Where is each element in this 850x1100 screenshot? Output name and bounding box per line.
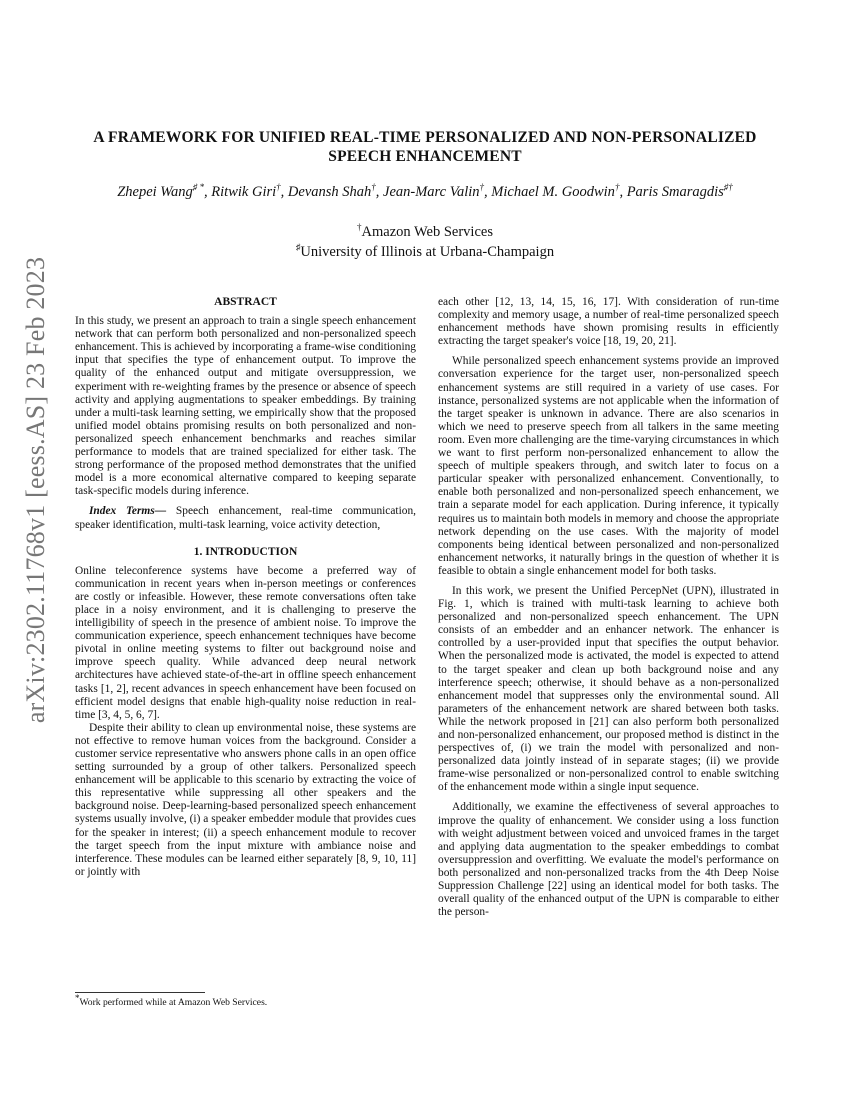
paragraph: In this work, we present the Unified PercepNet (UPN), illustrated in Fig. 1, which is trained with multi-task learning to achieve both personalized and non-personalized speech enhancement. The UPN consists of an embedder and an enhancer network. The enhancer is controlled by a user-provided input that specifies the output behavior. When the personalized mode is activated, the model is expected to attend to the target speaker and clean up both background noise and any interference speech; otherwise, it should behave as a non-personalized enhancement model that suppresses only the environmental sound. All parameters of the enhancement network are shared between both tasks. While the network proposed in [21] can also perform both personalized and non-personalized enhancement, our proposed method is distinct in the perspectives of, (i) we train the model with personalized and non-personalized data jointly instead of in separate stages; (ii) we provide frame-wise personalized or non-personalized control to enable switching of the enhancement mode within a single input sequence.: [438, 584, 779, 794]
footnote-divider: [75, 992, 205, 993]
index-terms: [75, 505, 416, 531]
abstract-heading: ABSTRACT: [214, 296, 277, 308]
footnote: [75, 992, 416, 1008]
author: Devansh Shah†: [287, 182, 376, 200]
footnote-text: Work performed while at Amazon Web Services.: [79, 997, 268, 1008]
author: Michael M. Goodwin†: [491, 182, 620, 200]
paper-title: A FRAMEWORK FOR UNIFIED REAL-TIME PERSONALIZED AND NON-PERSONALIZED SPEECH ENHANCEMENT: [93, 129, 757, 165]
arxiv-id: arXiv:2302.11768v1 [eess.AS] 23 Feb 2023: [21, 256, 50, 724]
author: Paris Smaragdis♯†: [626, 182, 733, 200]
abstract-text: In this study, we present an approach to train a single speech enhancement network that can perform both personalized and non-personalized speech enhancement. This is achieved by incorporating a frame-wise conditioning input that specifies the type of enhancement output. To improve the quality of the enhanced output and mitigate oversuppression, we experiment with re-weighting frames by the presence or absence of speech activity and applying augmentations to speaker embeddings. By training under a multi-task learning setting, we empirically show that the proposed unified model obtains promising results on both personalized and non-personalized speech enhancement benchmarks and reaches similar performance to models that are trained specialized for either task. The strong performance of the proposed method demonstrates that the unified model is a more economical alternative compared to keeping separate task-specific models during inference.: [75, 315, 416, 498]
paragraph: each other [12, 13, 14, 15, 16, 17]. With consideration of run-time complexity and memory usage, a number of real-time personalized speech enhancement methods have shown promising results in efficiently extracting the target speaker's voice [18, 19, 20, 21].: [438, 296, 779, 348]
footnote-mark: *: [75, 992, 80, 1003]
author-list: Zhepei Wang♯ *, Ritwik Giri†, Devansh Shah†, Jean-Marc Valin†, Michael M. Goodwin†, Paris Smaragdis♯†: [117, 182, 733, 200]
arxiv-sidebar-stamp: [14, 256, 58, 724]
right-column: [438, 296, 779, 919]
left-column: [75, 296, 416, 879]
paragraph: Despite their ability to clean up environmental noise, these systems are not effective to remove human voices from the background. Consider a customer service representative who answers phone calls in an open office setting surrounded by a group of other talkers. Personalized speech enhancement will be applicable to this scenario by extracting the voice of this representative while suppressing all other speakers and the background noise. Deep-learning-based personalized speech enhancement systems usually involve, (i) a speaker embedder module that provides cues for the speaker in interest; (ii) a speech enhancement module to recover the target speech from the input mixture with ambiance noise and interference. These modules can be learned either separately [8, 9, 10, 11] or jointly with: [75, 721, 416, 878]
paragraph: While personalized speech enhancement systems provide an improved conversation experience for the target user, non-personalized speech enhancement systems are still required in a variety of use cases. For instance, personalized systems are not applicable when the information of the target speaker is unknown in advance. There are also scenarios in which we need to preserve speech from all talkers in the same meeting room. Even more challenging are the time-varying circumstances in which we want to first perform non-personalized enhancement to allow the speech of multiple speakers through, and switch later to focus on a particular speaker with personalized enhancement. Conventionally, to enable both personalized and non-personalized speech enhancement, we train a separate model for each application. During inference, it typically requires us to maintain both models in memory and choose the appropriate network depending on the use cases. With the majority of model components being identical between personalized and non-personalized enhancement networks, it naturally brings in the question of whether it is feasible to obtain a single enhancement model for both tasks.: [438, 355, 779, 577]
index-terms-text: Speech enhancement, real-time communication, speaker identification, multi-task learning, voice activity detection,: [75, 505, 416, 531]
index-terms-label: Index Terms—: [89, 505, 167, 518]
paragraph: Additionally, we examine the effectiveness of several approaches to improve the quality of enhancement. We consider using a loss function with weight adjustment between voiced and unvoiced frames in the target and applying data augmentation to the speaker embeddings to combat oversuppression and overfitting. We evaluate the model's performance on both personalized and non-personalized tracks from the 4th Deep Noise Suppression Challenge [22] using an identical model for both tasks. The overall quality of the enhanced output of the UPN is comparable to either the person-: [438, 801, 779, 919]
affiliations: [70, 222, 780, 262]
author: Jean-Marc Valin†: [383, 182, 485, 200]
author: Zhepei Wang♯ *: [117, 182, 205, 200]
affiliation: †Amazon Web Services: [357, 222, 493, 240]
affiliation: ♯University of Illinois at Urbana-Champaign: [295, 242, 555, 260]
paragraph: Online teleconference systems have become a preferred way of communication in recent years when in-person meetings or conferences are costly or infeasible. However, these remote conversations often take place in a noisy environment, and it is challenging to preserve the intelligibility of speech in the presence of ambient noise. To improve the communication experience, speech enhancement techniques have become pivotal in online meeting systems to filter out background noise and improve speech quality. While advanced deep neural network architectures have achieved state-of-the-art in offline speech enhancement tasks [1, 2], recent advances in speech enhancement have been focused on efficient model designs that enable high-quality noise reduction in real-time [3, 4, 5, 6, 7].: [75, 564, 416, 721]
author: Ritwik Giri†: [211, 182, 281, 200]
intro-heading: 1. INTRODUCTION: [193, 545, 298, 558]
